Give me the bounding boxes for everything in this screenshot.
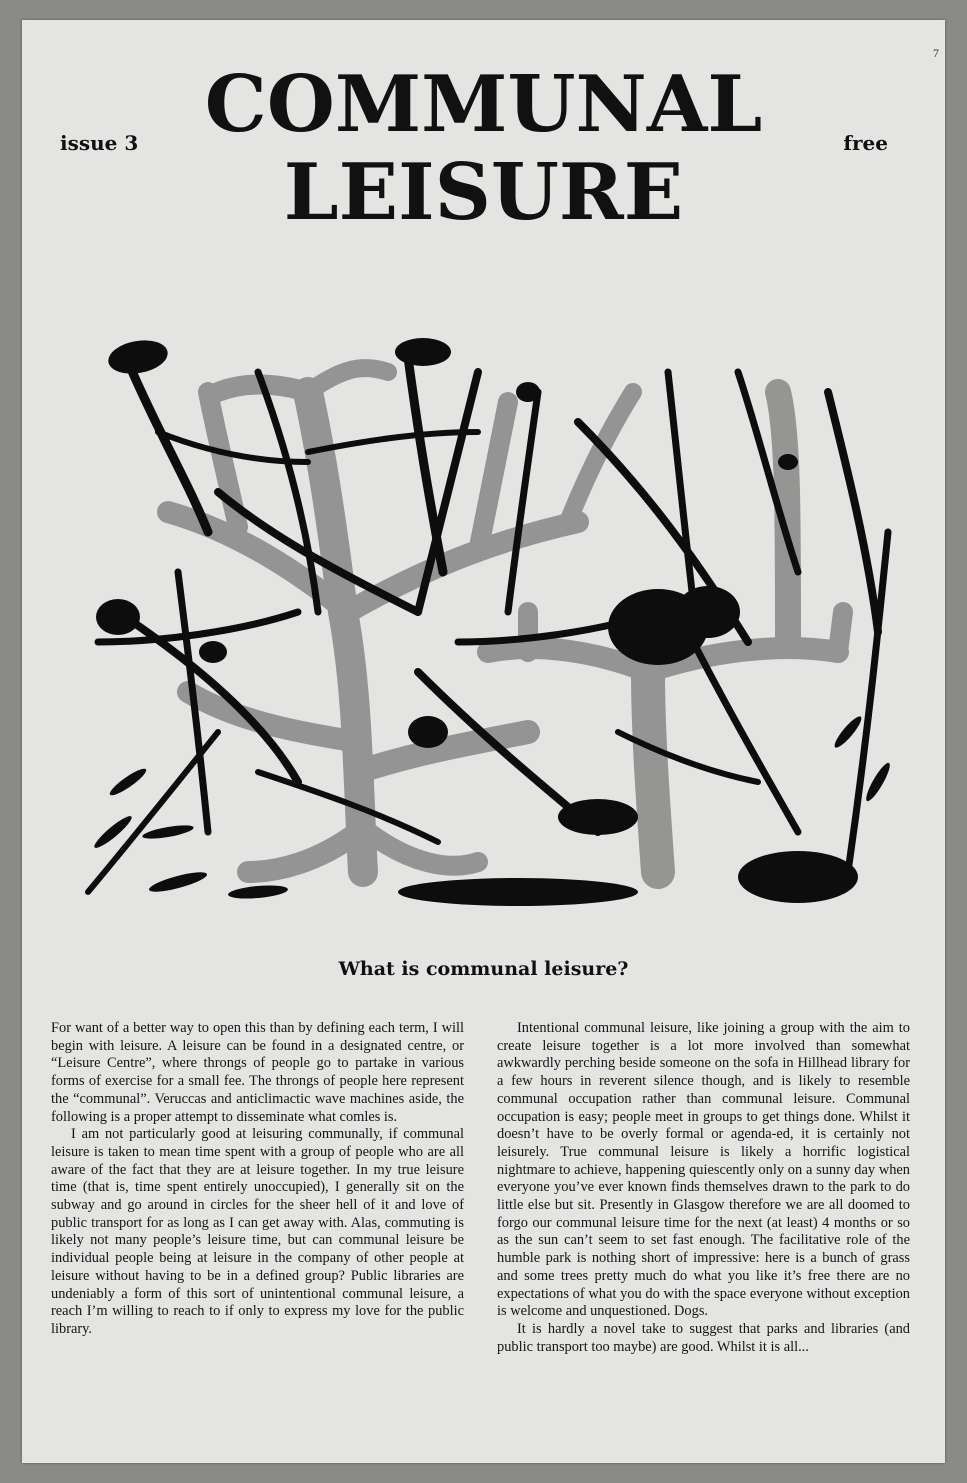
left-paragraph-1: For want of a better way to open this than by defining each term, I will begin with leisure. A leisure can be found in a designated centre, or “Leisure Centre”, where throngs of people go to partake in various forms of exercise for a small fee. The throngs of people here represent the “communal”. Veruccas and anticlimactic wave machines aside, the following is a proper attempt to disseminate what comles is. — [51, 1020, 464, 1125]
ink-plant-illustration — [58, 312, 918, 912]
title-line-2: LEISURE — [283, 147, 684, 238]
zine-cover-page — [22, 20, 945, 1463]
left-paragraph-2: I am not particularly good at leisuring communally, if communal leisure is taken to mean time spent with a group of people who are all aware of the fact that they are at leisure together. In my true leisure time (that is, time spent entirely unoccupied), I generally sit on the subway and go around in circles for the sheer hell of it and love of public transport for as long as I can get away with. Alas, commuting is likely not many people’s leisure time, but can communal leisure be individual people being at leisure in the company of other people at leisure without having to be in a defined group? Public libraries are undeniably a form of this sort of unintentional communal leisure, a reach I’m willing to reach to if only to express my love for the public library. — [51, 1126, 464, 1337]
article-heading: What is communal leisure? — [338, 958, 629, 980]
page-number-mark: 7 — [933, 46, 939, 60]
right-paragraph-2: It is hardly a novel take to suggest that parks and libraries (and public transport too maybe) are good. Whilst it is all... — [497, 1320, 910, 1355]
title-line-1: COMMUNAL — [204, 59, 763, 150]
article-column-left — [51, 1020, 464, 1339]
article-column-right — [497, 1020, 910, 1356]
issue-number: issue 3 — [60, 131, 139, 155]
masthead — [22, 20, 945, 250]
price-label: free — [843, 131, 888, 155]
right-paragraph-1: Intentional communal leisure, like joining a group with the aim to create leisure together is a lot more involved than somewhat awkwardly perching beside someone on the sofa in Hillhead library for a few hours in reverent silence though, and is likely to resemble communal occupation rather than communal leisure. Communal occupation is easy; people meet in groups to get things done. Whilst it doesn’t have to be overly formal or agenda-ed, it is certainly not leisurely. True communal leisure is likely a horrific logistical nightmare to achieve, happening quiescently only on a sunny day when everyone you’ve ever known finds themselves drawn to the park to do little else but sit. Presently in Glasgow therefore we are all doomed to forgo our communal leisure time for the next (at least) 4 months or so as the sun can’t seem to set fast enough. The facilitative role of the humble park is nothing short of impressive: here is a bunch of grass and some trees pretty much do what you like it’s free there are no expectations of what you do with the space everyone without exception is welcome and unquestioned. Dogs. — [497, 1020, 910, 1320]
